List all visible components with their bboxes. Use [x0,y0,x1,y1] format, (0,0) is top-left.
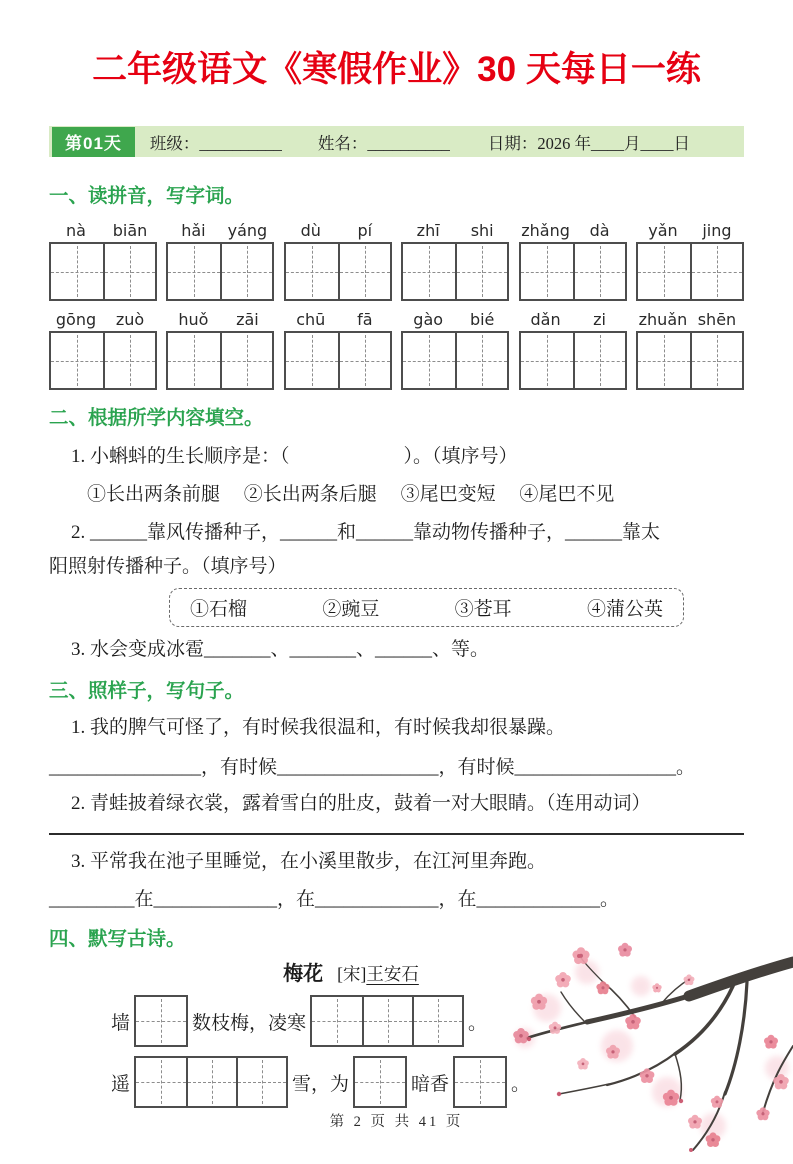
poem-text: 雪，为 [292,1073,350,1095]
pinyin-word [519,221,627,301]
pinyin-word [284,310,392,390]
writing-grid [636,331,744,390]
pinyin-syllable: zhī [416,221,440,240]
pinyin-syllable: shi [470,221,494,240]
poem-line-2 [111,1056,591,1108]
header-bar [49,126,744,157]
writing-grid [519,331,627,390]
pinyin-syllable: dù [300,221,321,240]
writing-grid [166,242,274,301]
option: ②长出两条后腿 [243,484,377,505]
poem-text: 。 [468,1012,488,1034]
page-footer: 第 2 页 共 41 页 [329,1114,464,1130]
pinyin-syllable: fā [357,310,373,329]
writing-grid [353,1056,407,1108]
page-title: 二年级语文《寒假作业》30 天每日一练 [92,50,701,89]
question-3-2: 2. 青蛙披着绿衣裳，露着雪白的肚皮，鼓着一对大眼睛。（连用动词） [71,793,651,814]
poem-author-dynasty: [宋] [337,964,367,984]
pinyin-word [401,310,509,390]
writing-grid [49,331,157,390]
name-field: 姓名：__________ [317,133,450,153]
pinyin-syllable: nà [66,221,86,240]
poem-line-1 [111,995,591,1047]
poem-title: 梅花 [283,963,324,985]
pinyin-syllable: zhǎng [521,221,570,240]
writing-grid [134,995,188,1047]
writing-grid [636,242,744,301]
writing-grid [134,1056,288,1108]
poem-author-name: 王安石 [366,964,419,984]
pinyin-syllable: pí [357,221,373,240]
pinyin-syllable: yǎn [648,221,678,240]
question-3-3: 3. 平常我在池子里睡觉，在小溪里散步，在江河里奔跑。 [71,851,547,872]
word-bank-box [169,588,684,627]
pinyin-syllable: zāi [236,310,259,329]
poem-text: 暗香 [411,1073,450,1095]
pinyin-syllable: chū [296,310,326,329]
pinyin-word [284,221,392,301]
worksheet-page [0,42,793,1108]
writing-grid [519,242,627,301]
pinyin-syllable: zi [593,310,606,329]
question-2-2-line1: 2. ______靠风传播种子，______和______靠动物传播种子，______靠太 [71,522,661,543]
option: ①长出两条前腿 [87,484,221,505]
writing-grid [49,242,157,301]
class-field: 班级：__________ [149,133,282,153]
writing-grid [401,331,509,390]
question-2-1: 1. 小蝌蚪的生长顺序是：（ ）。（填序号） [71,446,518,467]
pinyin-syllable: gōng [55,310,97,329]
pinyin-row-1 [49,221,744,301]
writing-grid [284,242,392,301]
pinyin-syllable: hǎi [181,221,206,240]
option: ④尾巴不见 [519,484,615,505]
pinyin-word [636,221,744,301]
writing-grid [453,1056,507,1108]
section1-heading: 一、读拼音，写字词。 [49,185,245,207]
writing-grid [284,331,392,390]
poem-author [337,964,419,984]
pinyin-syllable: zhuǎn [638,310,688,329]
pinyin-syllable: huǒ [178,310,209,329]
pinyin-syllable: zuò [115,310,145,329]
word-bank-item: ①石榴 [190,599,248,620]
pinyin-word [49,221,157,301]
pinyin-word [49,310,157,390]
pinyin-word [166,221,274,301]
option: ③尾巴变短 [400,484,496,505]
pinyin-syllable: gào [413,310,444,329]
day-badge: 第01天 [52,127,135,157]
question-2-2-line2: 阳照射传播种子。（填序号） [49,556,287,577]
answer-line [49,833,744,835]
pinyin-word [166,310,274,390]
word-bank-item: ④蒲公英 [586,599,663,620]
pinyin-syllable: dà [589,221,610,240]
section4-heading: 四、默写古诗。 [49,928,186,950]
pinyin-word [401,221,509,301]
poem-block [111,957,591,1108]
pinyin-syllable: shēn [697,310,737,329]
word-bank-item: ②豌豆 [322,599,380,620]
date-field: 日期：2026 年____月____日 [487,133,691,153]
writing-grid [401,242,509,301]
pinyin-syllable: biān [112,221,148,240]
pinyin-row-2 [49,310,744,390]
pinyin-syllable: dǎn [530,310,561,329]
poem-text: 遥 [111,1073,131,1095]
writing-grid [166,331,274,390]
poem-text: 数枝梅，凌寒 [192,1012,307,1034]
pinyin-syllable: jing [702,221,732,240]
pinyin-word [636,310,744,390]
writing-grid [310,995,464,1047]
question-3-1-answer: ________________，有时候_________________，有时候_________________。 [49,757,696,778]
pinyin-syllable: yáng [227,221,268,240]
poem-text: 墙 [111,1012,131,1034]
section2-heading: 二、根据所学内容填空。 [49,407,264,429]
poem-title-row [111,957,591,986]
word-bank-item: ③苍耳 [454,599,512,620]
poem-text: 。 [511,1073,531,1095]
question-3-1: 1. 我的脾气可怪了，有时候我很温和，有时候我却很暴躁。 [71,717,566,738]
pinyin-word [519,310,627,390]
question-2-1-options [49,482,744,508]
section3-heading: 三、照样子，写句子。 [49,680,245,702]
question-2-3: 3. 水会变成冰雹_______、_______、______、等。 [71,639,490,660]
question-3-3-answer: _________在_____________，在_____________，在_____________。 [49,889,620,910]
pinyin-syllable: bié [469,310,495,329]
